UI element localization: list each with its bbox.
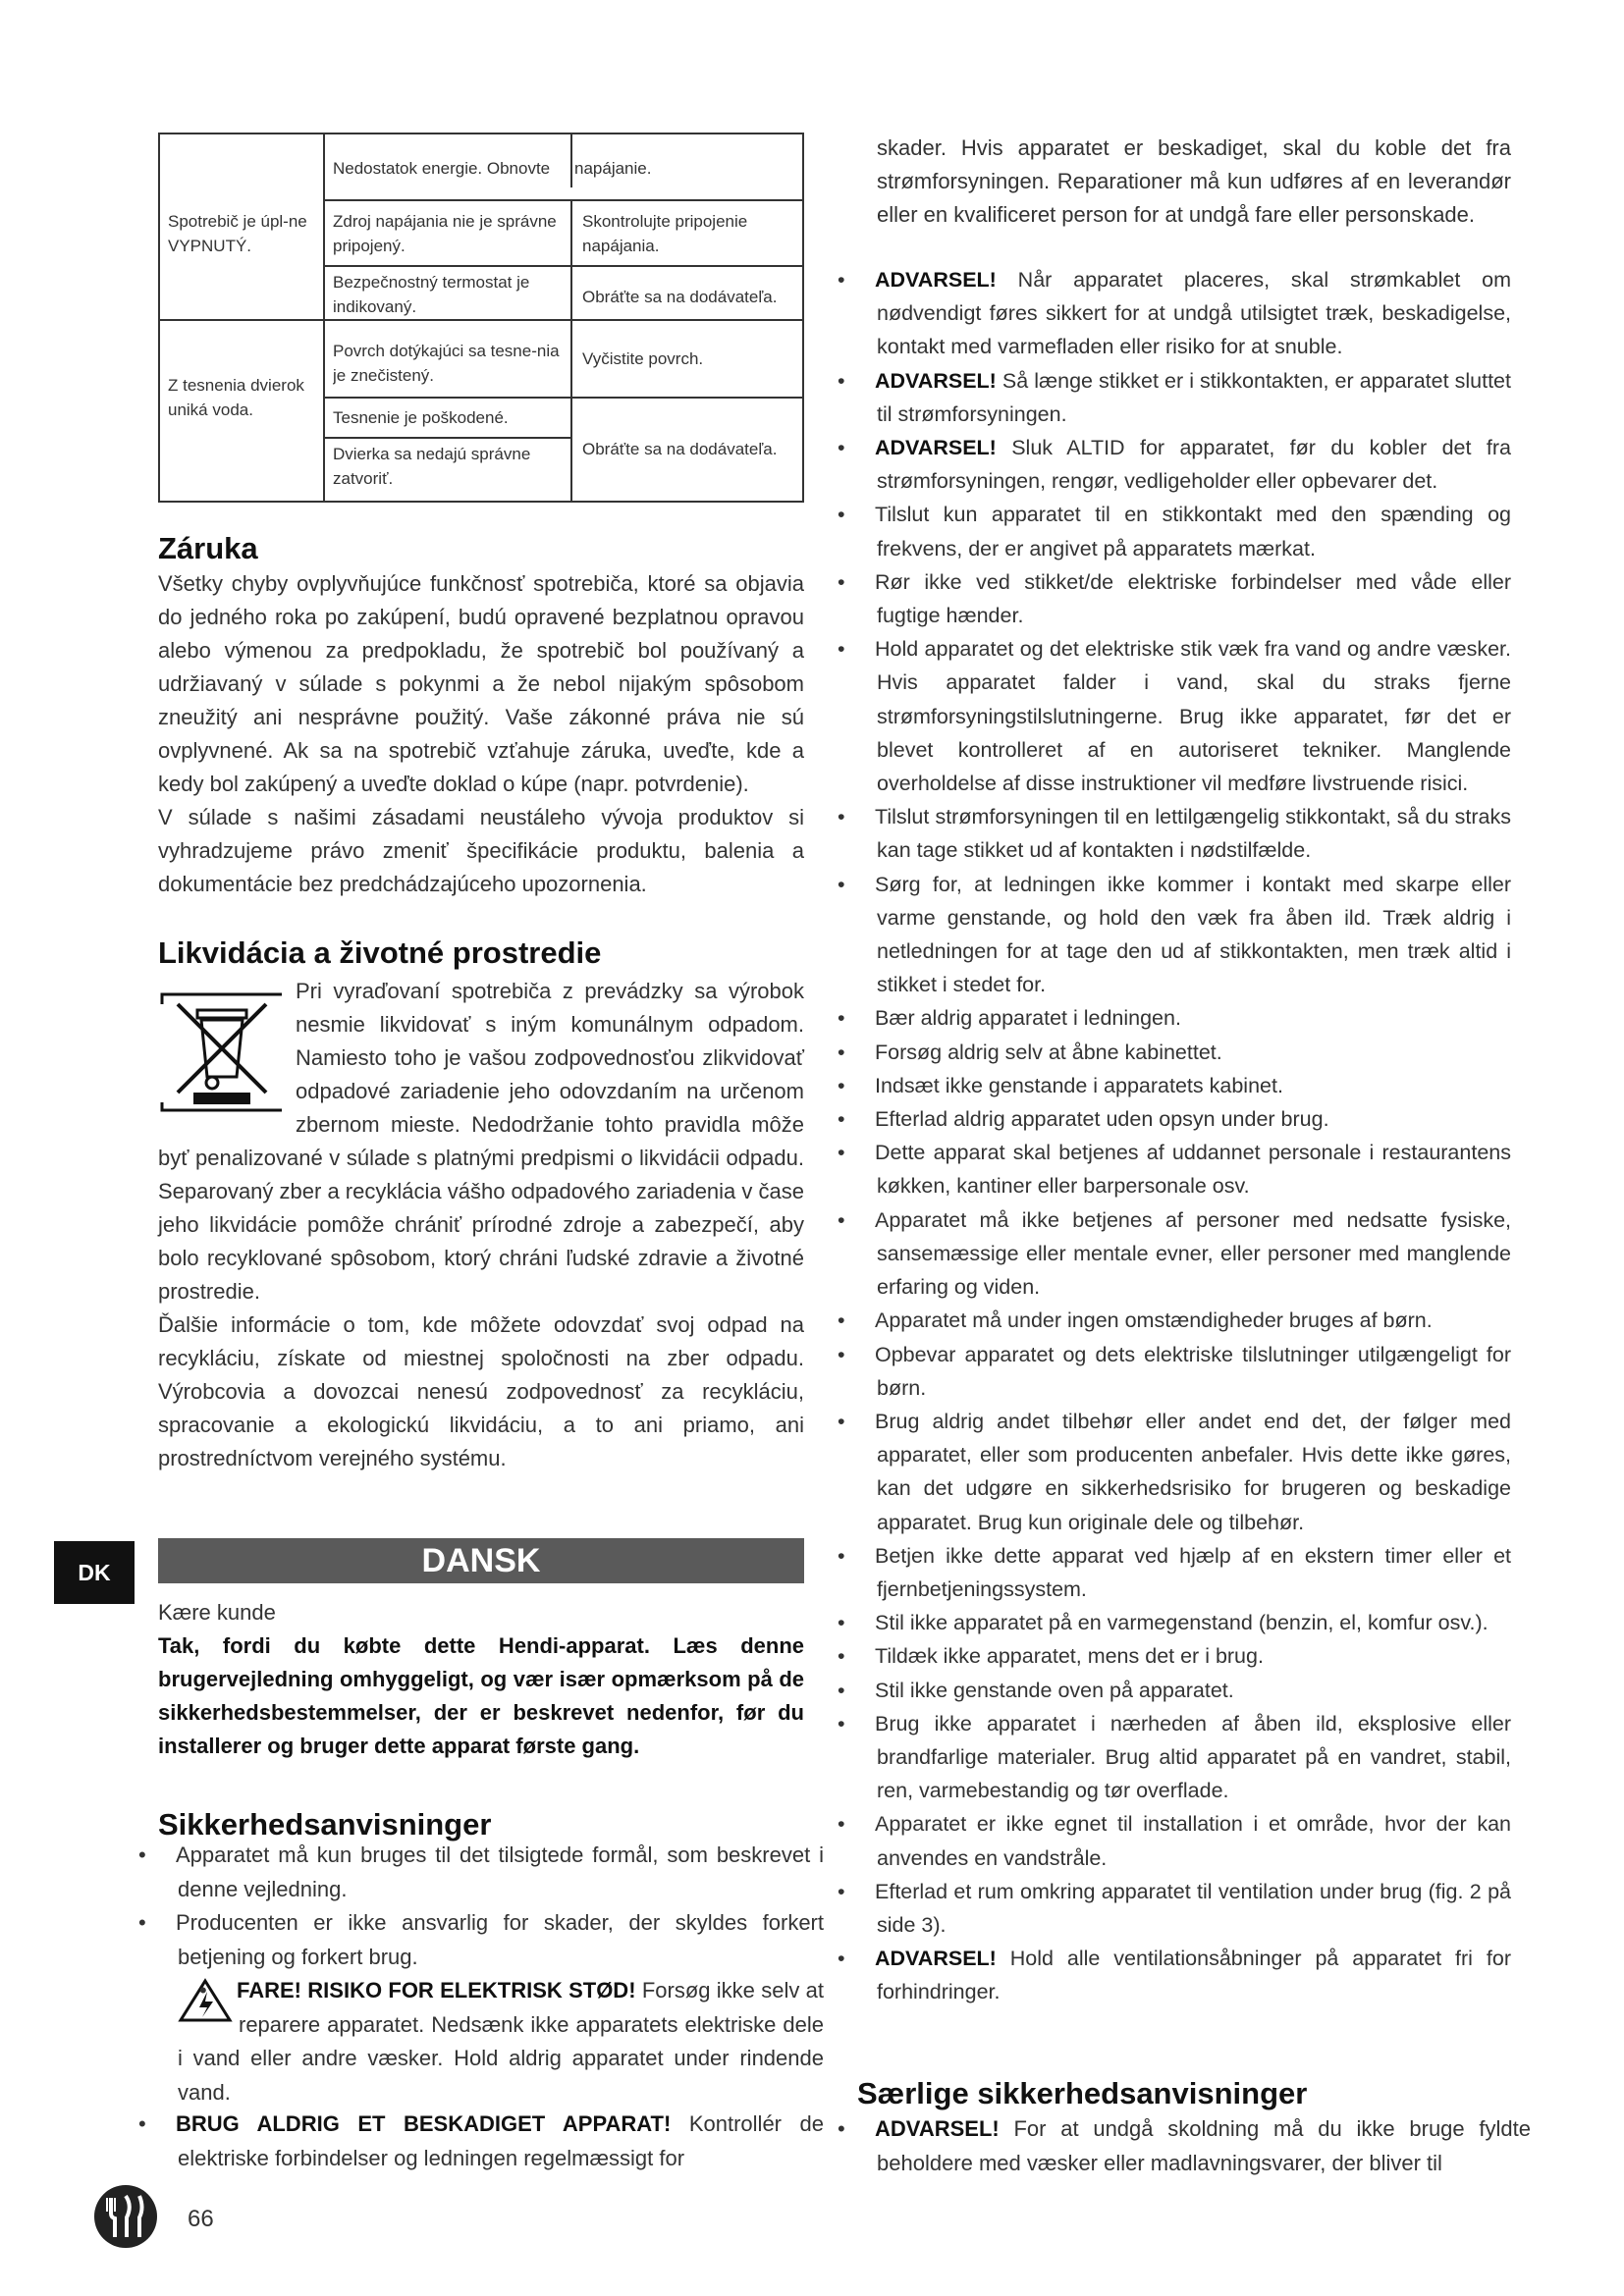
bullet-text: Tilslut strømforsyningen til en lettilgængelig stikkontakt, så du straks kan tage stikket ud af kontakten i nødstilfælde. (875, 805, 1511, 863)
bullet-text: Dette apparat skal betjenes af uddannet personale i restaurantens køkken, kantiner eller barpersonale osv. (875, 1141, 1511, 1199)
likvidacia-paragraph: Pri vyraďovaní spotrebiča z prevádzky sa výrobok nesmie likvidovať s iným komunálnym odpadom. Namiesto toho je vašou zodpovednosťou zlikvidovať odpadové zariadenie jeho odovzdaním na určenom zbernom mieste. Nedodržanie tohto pravidla môže byť penalizované v súlade s platnými predpismi o likvidácii odpadu. Separovaný zber a recyklácia vášho odpadového zariadenia v čase jeho likvidácie pomôže chrániť prírodné zdroje a zabezpečí, aby bolo recyklované spôsobom, ktorý chráni ľudské zdravie a životné prostredie. (158, 979, 804, 1304)
bullet-text: Indsæt ikke genstande i apparatets kabinet. (875, 1073, 1283, 1097)
safety-bullet: • Hold apparatet og det elektriske stik væk fra vand og andre væsker. Hvis apparatet falder i vand, skal du straks fjerne strømforsyningstilslutningerne. Brug ikke apparatet, før det er blevet kontrolleret af en autoriseret tekniker. Manglende overholdelse af disse instruktioner vil medføre livstruende risici. (838, 637, 1511, 796)
language-tab-dk: DK (54, 1541, 135, 1604)
safety-bullet: • Producenten er ikke ansvarlig for skader, der skyldes forkert betjening og forkert brug. (138, 1910, 824, 1969)
safety-bullet: • Tildæk ikke apparatet, mens det er i brug. (838, 1644, 1264, 1669)
bullet-text: Så længe stikket er i stikkontakten, er apparatet sluttet til strømforsyningen. (877, 368, 1511, 426)
table-cell: Spotrebič je úpl-ne VYPNUTÝ. (168, 212, 307, 255)
special-safety-heading: Særlige sikkerhedsanvisninger (857, 2076, 1308, 2110)
bullet-text: Sluk ALTID for apparatet, før du kobler det fra strømforsyningen, rengør, vedligeholder eller opbevarer det. (877, 436, 1511, 494)
bullet-text: Hold alle ventilationsåbninger på apparatet fri for forhindringer. (877, 1947, 1511, 2004)
bullet-text: Stil ikke apparatet på en varmegenstand (benzin, el, komfur osv.). (875, 1611, 1489, 1635)
warning-label: ADVARSEL! (875, 436, 1012, 460)
dansk-intro: Tak, fordi du købte dette Hendi-apparat. Læs denne brugervejledning omhyggeligt, og vær især opmærksom på de sikkerhedsbestemmelser, der er beskrevet nedenfor, før du installerer og bruger dette apparat første gang. (158, 1633, 804, 1758)
safety-bullet: • Indsæt ikke genstande i apparatets kabinet. (838, 1073, 1283, 1097)
safety-bullet: • Apparatet er ikke egnet til installation i et område, hvor der kan anvendes en vandstråle. (838, 1812, 1511, 1870)
safety-bullet: • Betjen ikke dette apparat ved hjælp af en ekstern timer eller et fjernbetjeningssystem. (838, 1543, 1511, 1601)
table-cell: Bezpečnostný termostat je indikovaný. (333, 273, 530, 316)
bullet-text: Rør ikke ved stikket/de elektriske forbindelser med våde eller fugtige hænder. (875, 569, 1511, 628)
safety-bullet: • ADVARSEL! Sluk ALTID for apparatet, før du kobler det fra strømforsyningen, rengør, vedligeholder eller opbevarer det. (838, 436, 1511, 494)
safety-bullet: • Dette apparat skal betjenes af uddannet personale i restaurantens køkken, kantiner eller barpersonale osv. (838, 1141, 1511, 1199)
safety-bullet: • BRUG ALDRIG ET BESKADIGET APPARAT! Kontrollér de elektriske forbindelser og ledningen regelmæssigt for (138, 2111, 824, 2170)
bullet-text: Sørg for, at ledningen ikke kommer i kontakt med skarpe eller varme genstande, og hold den væk fra åben ild. Træk aldrig i netledningen for at tage den ud af stikkontakten, men træk altid i stikket i stedet for. (875, 872, 1511, 997)
safety-bullet: • Bær aldrig apparatet i ledningen. (838, 1006, 1181, 1031)
warning-label: ADVARSEL! (875, 268, 1018, 292)
table-cell: Nedostatok energie. Obnovte (333, 159, 551, 178)
safety-bullet: • Efterlad aldrig apparatet uden opsyn under brug. (838, 1107, 1329, 1132)
cutlery-icon (93, 2184, 158, 2249)
safety-bullet: • Apparatet må ikke betjenes af personer med nedsatte fysiske, sansemæssige eller mentale evner, eller personer med manglende erfaring og viden. (838, 1207, 1511, 1300)
safety-bullet: • Brug ikke apparatet i nærheden af åben ild, eksplosive eller brandfarlige materialer. Brug altid apparatet på en vandret, stabil, ren, varmebestandig og tør overflade. (838, 1711, 1511, 1803)
safety-list (838, 263, 1511, 2009)
dansk-section-bar: DANSK (158, 1538, 804, 1583)
safety-bullet: • Efterlad et rum omkring apparatet til ventilation under brug (fig. 2 på side 3). (838, 1879, 1511, 1937)
safety-bullet: • Apparatet må kun bruges til det tilsigtede formål, som beskrevet i denne vejledning. (138, 1842, 824, 1901)
table-cell: Zdroj napájania nie je správne pripojený. (333, 212, 557, 255)
table-cell: Dvierka sa nedajú správne zatvoriť. (333, 445, 531, 488)
bullet-text: Betjen ikke dette apparat ved hjælp af en ekstern timer eller et fjernbetjeningssystem. (875, 1543, 1511, 1601)
bullet-text: Efterlad aldrig apparatet uden opsyn under brug. (875, 1107, 1329, 1132)
table-cell: Z tesnenia dvierok uniká voda. (168, 376, 304, 419)
bullet-text: Apparatet må under ingen omstændigheder bruges af børn. (875, 1308, 1433, 1333)
zaruka-heading: Záruka (158, 531, 258, 565)
safety-bullet: • Brug aldrig andet tilbehør eller andet end det, der følger med apparatet, eller som producenten anbefaler. Hvis dette ikke gøres, kan det udgøre en sikkerhedsrisiko for brugeren og beskadige apparatet. Brug kun originale dele og tilbehør. (838, 1409, 1511, 1534)
table-cell: Skontrolujte pripojenie napájania. (582, 212, 748, 255)
table-cell: Tesnenie je poškodené. (333, 408, 509, 427)
bullet-text: Efterlad et rum omkring apparatet til ventilation under brug (fig. 2 på side 3). (875, 1879, 1511, 1937)
table-cell: Vyčistite povrch. (582, 349, 704, 368)
safety-bullet: • Sørg for, at ledningen ikke kommer i kontakt med skarpe eller varme genstande, og hold den væk fra åben ild. Træk aldrig i netledningen for at tage den ud af stikkontakten, men træk altid i stikket i stedet for. (838, 872, 1511, 997)
bullet-text: Brug ikke apparatet i nærheden af åben ild, eksplosive eller brandfarlige materialer. Brug altid apparatet på en vandret, stabil, ren, varmebestandig og tør overflade. (875, 1711, 1511, 1803)
bullet-text: Brug aldrig andet tilbehør eller andet end det, der følger med apparatet, eller som producenten anbefaler. Hvis dette ikke gøres, kan det udgøre en sikkerhedsrisiko for brugeren og beskadige apparatet. Brug kun originale dele og tilbehør. (875, 1409, 1511, 1534)
safety-bullet: • Rør ikke ved stikket/de elektriske forbindelser med våde eller fugtige hænder. (838, 569, 1511, 628)
safety-bullet: • Tilslut kun apparatet til en stikkontakt med den spænding og frekvens, der er angivet på apparatets mærkat. (838, 503, 1511, 561)
likvidacia-heading: Likvidácia a životné prostredie (158, 935, 602, 970)
table-cell: Obráťte sa na dodávateľa. (582, 440, 778, 458)
bullet-text: Hold apparatet og det elektriske stik væk fra vand og andre væsker. Hvis apparatet falder i vand, skal du straks fjerne strømforsyningstilslutningerne. Brug ikke apparatet, før det er blevet kontrolleret af en autoriseret tekniker. Manglende overholdelse af disse instruktioner vil medføre livstruende risici. (875, 637, 1511, 796)
safety-bullet: • Tilslut strømforsyningen til en lettilgængelig stikkontakt, så du straks kan tage stikket ud af kontakten i nødstilfælde. (838, 805, 1511, 863)
safety-bullet: • Opbevar apparatet og dets elektriske tilslutninger utilgængeligt for børn. (838, 1342, 1511, 1400)
likvidacia-paragraph: Ďalšie informácie o tom, kde môžete odovzdať svoj odpad na recykláciu, získate od miestnej spoločnosti na zber odpadu. Výrobcovia a dovozcai nenesú zodpovednosť za recykláciu, spracovanie a ekologickú likvidáciu, a to ani priamo, ani prostredníctvom verejného systému. (158, 1312, 804, 1470)
warning-label: ADVARSEL! (875, 1947, 1010, 1971)
safety-continued: skader. Hvis apparatet er beskadiget, skal du koble det fra strømforsyningen. Reparationer må kun udføres af en leverandør eller en kvalificeret person for at undgå fare eller personskade. (877, 135, 1511, 228)
dansk-greeting: Kære kunde (158, 1600, 276, 1625)
bullet-text: Forsøg aldrig selv at åbne kabinettet. (875, 1040, 1222, 1064)
bullet-text: Når apparatet placeres, skal strømkablet om nødvendigt føres sikkert for at undgå utilsigtet træk, beskadigelse, kontakt med varmefladen eller risiko for at snuble. (877, 268, 1511, 359)
troubleshooting-table (158, 133, 804, 503)
safety-bullet: • FARE! RISIKO FOR ELEKTRISK STØD! Forsøg ikke selv at reparere apparatet. Nedsænk ikke apparatets elektriske dele i vand eller andre væsker. Hold aldrig apparatet under rindende vand. (178, 1978, 824, 2105)
table-cell: Povrch dotýkajúci sa tesne-nia je znečistený. (333, 342, 560, 385)
warning-label: ADVARSEL! (875, 368, 1002, 393)
likvidacia-text (158, 975, 804, 1475)
bullet-text: Apparatet er ikke egnet til installation i et område, hvor der kan anvendes en vandstråle. (875, 1812, 1511, 1870)
table-cell: Obráťte sa na dodávateľa. (582, 288, 778, 306)
safety-bullet: • Stil ikke apparatet på en varmegenstand (benzin, el, komfur osv.). (838, 1611, 1489, 1635)
special-safety-bullet: • ADVARSEL! For at undgå skoldning må du ikke bruge fyldte beholdere med væsker eller madlavningsvarer, der bliver til (838, 2116, 1531, 2175)
table-cell: napájanie. (574, 159, 652, 178)
zaruka-paragraph: Všetky chyby ovplyvňujúce funkčnosť spotrebiča, ktoré sa objavia do jedného roka po zakúpení, budú opravené bezplatnou opravou alebo výmenou za predpokladu, že spotrebič bol používaný a udržiavaný v súlade s pokynmi a že nebol nijakým spôsobom zneužitý ani nesprávne použitý. Vaše zákonné práva nie sú ovplyvnené. Ak sa na spotrebič vzťahuje záruka, uveďte, kde a kedy bol zakúpený a uveďte doklad o kúpe (napr. potvrdenie). (158, 571, 804, 796)
safety-bullet: • ADVARSEL! Så længe stikket er i stikkontakten, er apparatet sluttet til strømforsyningen. (838, 368, 1511, 426)
page-number: 66 (188, 2206, 214, 2232)
bullet-text: Opbevar apparatet og dets elektriske tilslutninger utilgængeligt for børn. (875, 1342, 1511, 1400)
safety-bullet: • ADVARSEL! Når apparatet placeres, skal strømkablet om nødvendigt føres sikkert for at undgå utilsigtet træk, beskadigelse, kontakt med varmefladen eller risiko for at snuble. (838, 268, 1511, 359)
safety-bullet: • Stil ikke genstande oven på apparatet. (838, 1678, 1234, 1702)
safety-bullet: • ADVARSEL! Hold alle ventilationsåbninger på apparatet fri for forhindringer. (838, 1947, 1511, 2004)
bullet-text: Tildæk ikke apparatet, mens det er i brug. (875, 1644, 1264, 1669)
zaruka-paragraph: V súlade s našimi zásadami neustáleho vývoja produktov si vyhradzujeme právo zmeniť špecifikácie produktu, balenia a dokumentácie bez predchádzajúceho upozornenia. (158, 805, 804, 896)
bullet-text: Apparatet må ikke betjenes af personer med nedsatte fysiske, sansemæssige eller mentale evner, eller personer med manglende erfaring og viden. (875, 1207, 1511, 1300)
bullet-text: Stil ikke genstande oven på apparatet. (875, 1678, 1234, 1702)
bullet-text: Tilslut kun apparatet til en stikkontakt med den spænding og frekvens, der er angivet på apparatets mærkat. (875, 503, 1511, 561)
safety-bullet: • Forsøg aldrig selv at åbne kabinettet. (838, 1040, 1222, 1064)
safety-bullet: • Apparatet må under ingen omstændigheder bruges af børn. (838, 1308, 1433, 1333)
safety-heading: Sikkerhedsanvisninger (158, 1807, 492, 1842)
bullet-text: Bær aldrig apparatet i ledningen. (875, 1006, 1181, 1031)
zaruka-text (158, 567, 804, 901)
